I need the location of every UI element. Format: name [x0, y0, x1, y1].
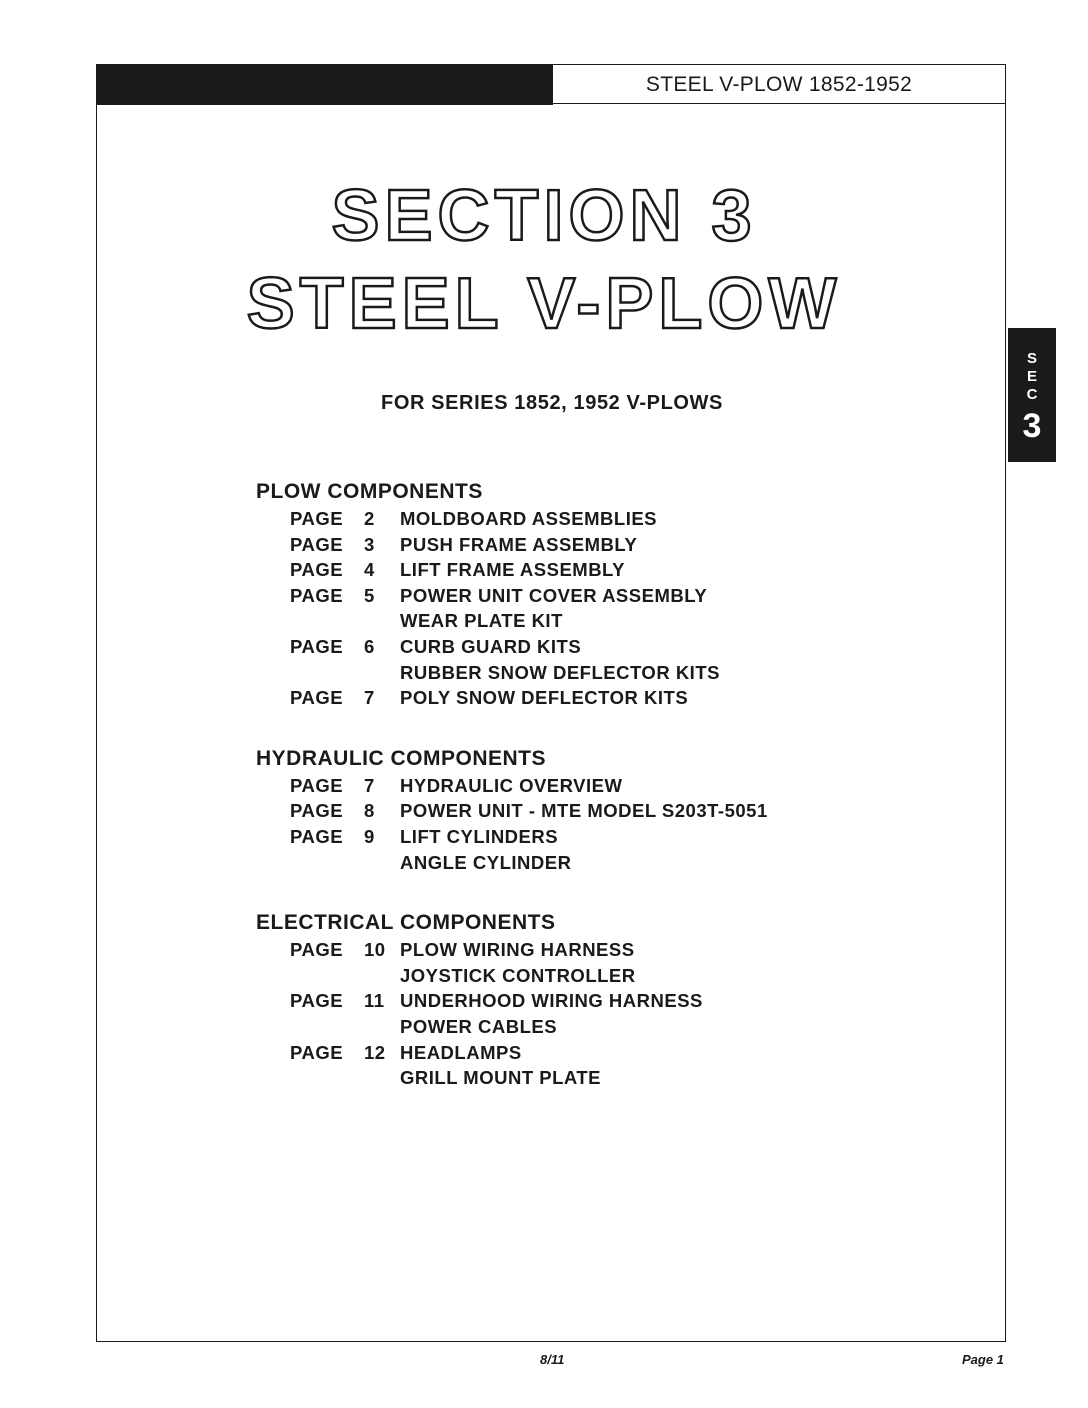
- toc-page-label: PAGE: [290, 774, 344, 796]
- toc-page-number: 11: [364, 990, 385, 1012]
- toc-page-number: 7: [364, 774, 375, 796]
- toc-entry-title: RUBBER SNOW DEFLECTOR KITS: [400, 661, 720, 683]
- toc-entry-title: WEAR PLATE KIT: [400, 610, 563, 632]
- series-subtitle: FOR SERIES 1852, 1952 V-PLOWS: [381, 392, 723, 414]
- toc-page-label: PAGE: [290, 635, 344, 657]
- toc-entry-title: POWER CABLES: [400, 1015, 558, 1037]
- toc-row: [256, 583, 956, 609]
- toc-rows: [256, 937, 956, 1091]
- toc-entry-title: GRILL MOUNT PLATE: [400, 1067, 602, 1089]
- toc-group-heading: ELECTRICAL COMPONENTS: [256, 911, 556, 935]
- toc-row: [256, 685, 956, 711]
- toc-entry-title: POWER UNIT - MTE MODEL S203T-5051: [400, 800, 768, 822]
- toc-row: [256, 506, 956, 532]
- toc-row: [256, 773, 956, 799]
- section-tab-letter: C: [1026, 386, 1038, 403]
- toc-page-label: PAGE: [290, 939, 344, 961]
- header-title: STEEL V-PLOW 1852-1952: [553, 65, 1005, 104]
- toc-row: [256, 1014, 956, 1040]
- section-title-line1: SECTION 3: [331, 176, 757, 256]
- toc-row: [256, 1065, 956, 1091]
- toc-page-label: PAGE: [290, 825, 344, 847]
- section-tab-letter: S: [1026, 350, 1037, 367]
- toc-page-number: 3: [364, 533, 375, 555]
- toc-page-label: PAGE: [290, 584, 344, 606]
- toc-group-plow: [256, 478, 956, 711]
- toc-page-label: PAGE: [290, 990, 344, 1012]
- toc-rows: [256, 506, 956, 711]
- toc-row: [256, 937, 956, 963]
- toc-row: [256, 798, 956, 824]
- toc-row: [256, 660, 956, 686]
- toc-entry-title: UNDERHOOD WIRING HARNESS: [400, 990, 703, 1012]
- section-title-line2: STEEL V-PLOW: [246, 264, 842, 344]
- section-tab: [1008, 328, 1056, 462]
- toc-entry-title: CURB GUARD KITS: [400, 635, 582, 657]
- toc-entry-title: LIFT FRAME ASSEMBLY: [400, 559, 625, 581]
- toc-page-number: 12: [364, 1041, 386, 1063]
- toc-rows: [256, 773, 956, 875]
- toc-entry-title: ANGLE CYLINDER: [400, 851, 572, 873]
- toc-page-number: 10: [364, 939, 386, 961]
- toc-entry-title: POWER UNIT COVER ASSEMBLY: [400, 584, 708, 606]
- section-tab-number: 3: [1022, 407, 1042, 445]
- toc-page-number: 7: [364, 687, 375, 709]
- toc-page-label: PAGE: [290, 1041, 344, 1063]
- header-black-bar: [97, 65, 553, 105]
- toc-group-electrical: [256, 909, 956, 1091]
- toc-row: [256, 963, 956, 989]
- toc-row: [256, 557, 956, 583]
- toc-entry-title: POLY SNOW DEFLECTOR KITS: [400, 687, 689, 709]
- toc-group-hydraulic: [256, 745, 956, 875]
- toc-page-number: 2: [364, 508, 375, 529]
- toc-page-number: 4: [364, 559, 375, 581]
- toc-entry-title: MOLDBOARD ASSEMBLIES: [400, 508, 658, 529]
- table-of-contents: [256, 478, 956, 1091]
- toc-page-label: PAGE: [290, 508, 344, 529]
- toc-row: [256, 634, 956, 660]
- toc-entry-title: LIFT CYLINDERS: [400, 825, 559, 847]
- toc-entry-title: PUSH FRAME ASSEMBLY: [400, 533, 638, 555]
- toc-row: [256, 532, 956, 558]
- toc-page-label: PAGE: [290, 559, 344, 581]
- toc-row: [256, 608, 956, 634]
- toc-row: [256, 988, 956, 1014]
- toc-page-number: 6: [364, 635, 375, 657]
- toc-row: [256, 1040, 956, 1066]
- toc-row: [256, 850, 956, 876]
- toc-page-label: PAGE: [290, 533, 344, 555]
- toc-row: [256, 824, 956, 850]
- toc-page-label: PAGE: [290, 687, 344, 709]
- toc-entry-title: PLOW WIRING HARNESS: [400, 939, 635, 961]
- footer-page-number: Page 1: [962, 1352, 1004, 1367]
- footer-date: 8/11: [540, 1352, 565, 1367]
- toc-page-number: 9: [364, 825, 375, 847]
- section-tab-letter: E: [1026, 368, 1037, 385]
- toc-entry-title: HEADLAMPS: [400, 1041, 522, 1063]
- toc-entry-title: HYDRAULIC OVERVIEW: [400, 774, 623, 796]
- toc-group-heading: PLOW COMPONENTS: [256, 480, 483, 503]
- toc-page-number: 8: [364, 800, 375, 822]
- toc-entry-title: JOYSTICK CONTROLLER: [400, 964, 636, 986]
- toc-group-heading: HYDRAULIC COMPONENTS: [256, 746, 547, 770]
- toc-page-number: 5: [364, 584, 375, 606]
- toc-page-label: PAGE: [290, 800, 344, 822]
